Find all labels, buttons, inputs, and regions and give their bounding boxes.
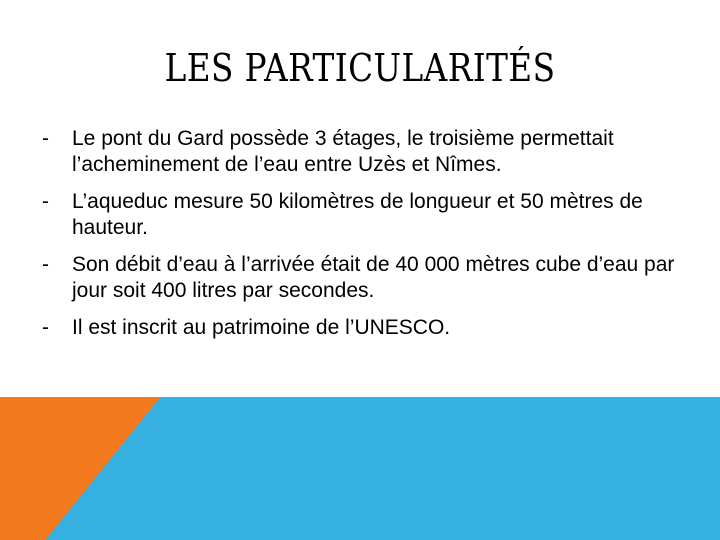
bullet-marker: - (42, 316, 49, 339)
bullet-text: L’aqueduc mesure 50 kilomètres de longueur et 50 mètres de hauteur. (72, 190, 643, 239)
list-item (42, 126, 682, 178)
bullet-text: Il est inscrit au patrimoine de l’UNESCO. (72, 316, 451, 339)
bullet-marker: - (42, 190, 49, 213)
bullet-text: Le pont du Gard possède 3 étages, le troisième permettait l’acheminement de l’eau entre Uzès et Nîmes. (72, 127, 614, 176)
list-item (42, 252, 682, 304)
bullet-text: Son débit d’eau à l’arrivée était de 40 000 mètres cube d’eau par jour soit 400 litres par secondes. (72, 253, 675, 302)
bullet-marker: - (42, 127, 49, 150)
bullet-list (42, 126, 682, 352)
list-item (42, 315, 682, 341)
list-item (42, 189, 682, 241)
slide-title: LES PARTICULARITÉS (164, 46, 556, 90)
bullet-marker: - (42, 253, 49, 276)
